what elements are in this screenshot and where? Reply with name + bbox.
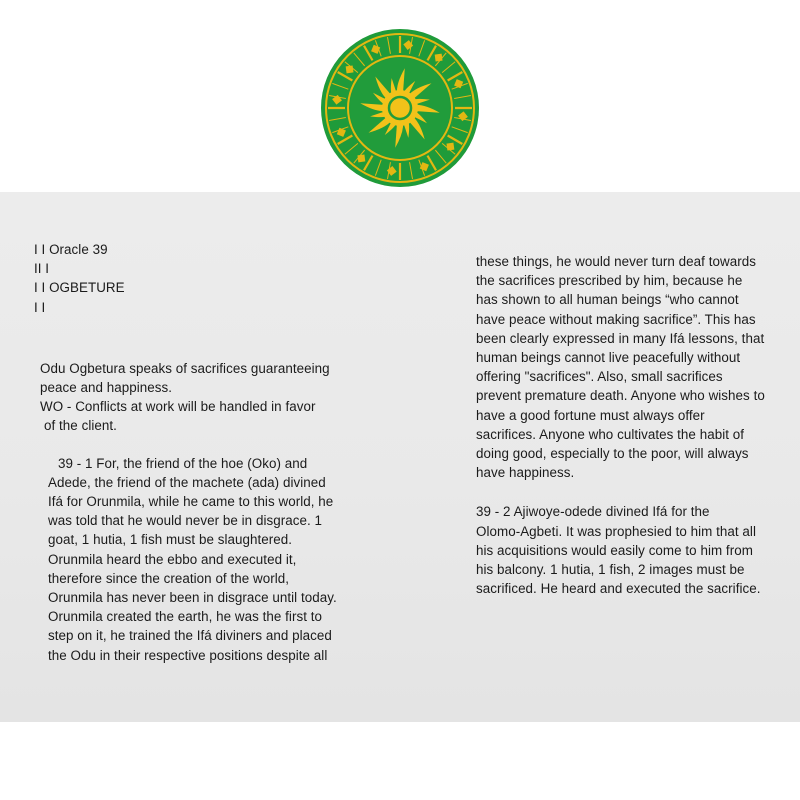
verse-line: sacrificed. He heard and executed the sacrifice.	[476, 581, 761, 597]
verse-line: been clearly expressed in many Ifá lessons, that	[476, 330, 765, 346]
right-column	[476, 252, 776, 598]
verse-line: goat, 1 hutia, 1 fish must be slaughtered.	[48, 532, 293, 548]
emblem-ornament-diamond	[357, 154, 365, 162]
verse-line: his balcony. 1 hutia, 1 fish, 2 images must be	[476, 562, 745, 578]
verse-line: 39 - 1 For, the friend of the hoe (Oko) and	[58, 455, 308, 471]
sun-core-center	[395, 103, 405, 113]
verse-line: offering "sacrifices". Also, small sacrifices	[476, 369, 723, 385]
intro-line: of the client.	[44, 418, 117, 434]
verse-39-1-continued	[476, 252, 776, 482]
verse-line: Orunmila heard the ebbo and executed it,	[48, 551, 297, 567]
oracle-line: I I OGBETURE	[34, 280, 125, 296]
verse-line: have a good fortune must always offer	[476, 407, 705, 423]
verse-line: Orunmila created the earth, he was the first to	[48, 609, 323, 625]
intro-line: peace and happiness.	[40, 380, 173, 396]
oracle-line: I I Oracle 39	[34, 242, 108, 257]
verse-line: Adede, the friend of the machete (ada) divined	[48, 474, 326, 490]
verse-line: was told that he would never be in disgrace. 1	[48, 513, 322, 529]
intro-line: Odu Ogbetura speaks of sacrifices guaranteeing	[40, 360, 330, 376]
sun-emblem-logo	[320, 28, 480, 188]
paragraph-gap	[476, 482, 776, 502]
verse-line: the sacrifices prescribed by him, because he	[476, 273, 743, 289]
left-column	[34, 240, 394, 665]
emblem-ornament-diamond	[435, 54, 443, 62]
oracle-line: II I	[34, 261, 50, 277]
verse-39-1	[34, 454, 394, 665]
verse-line: has shown to all human beings “who cannot	[476, 292, 739, 308]
emblem-ornament-diamond	[446, 143, 454, 151]
emblem-ornament-diamond	[346, 65, 354, 73]
verse-line: Orunmila has never been in disgrace until today.	[48, 590, 337, 606]
oracle-header	[34, 240, 394, 317]
verse-line: Ifá for Orunmila, while he came to this world, he	[48, 494, 334, 510]
verse-line: these things, he would never turn deaf towards	[476, 254, 756, 269]
verse-line: sacrifices. Anyone who cultivates the habit of	[476, 426, 745, 442]
intro-paragraph	[34, 359, 394, 436]
verse-line: Olomo-Agbeti. It was prophesied to him that all	[476, 523, 756, 539]
verse-line: the Odu in their respective positions despite all	[48, 647, 328, 663]
printed-page	[0, 192, 800, 722]
verse-line: prevent premature death. Anyone who wishes to	[476, 388, 765, 404]
verse-line: 39 - 2 Ajiwoye-odede divined Ifá for the	[476, 504, 710, 520]
verse-39-2	[476, 502, 776, 598]
verse-line: doing good, especially to the poor, will always	[476, 446, 749, 462]
verse-line: human beings cannot live peacefully without	[476, 350, 741, 366]
intro-line: WO - Conflicts at work will be handled in favor	[40, 399, 316, 415]
verse-line: therefore since the creation of the world,	[48, 570, 290, 586]
verse-line: his acquisitions would easily come to him from	[476, 542, 753, 558]
oracle-line: I I	[34, 299, 46, 315]
verse-line: have happiness.	[476, 465, 575, 481]
verse-line: step on it, he trained the Ifá diviners and placed	[48, 628, 332, 644]
verse-line: have peace without making sacrifice”. This has	[476, 311, 756, 327]
